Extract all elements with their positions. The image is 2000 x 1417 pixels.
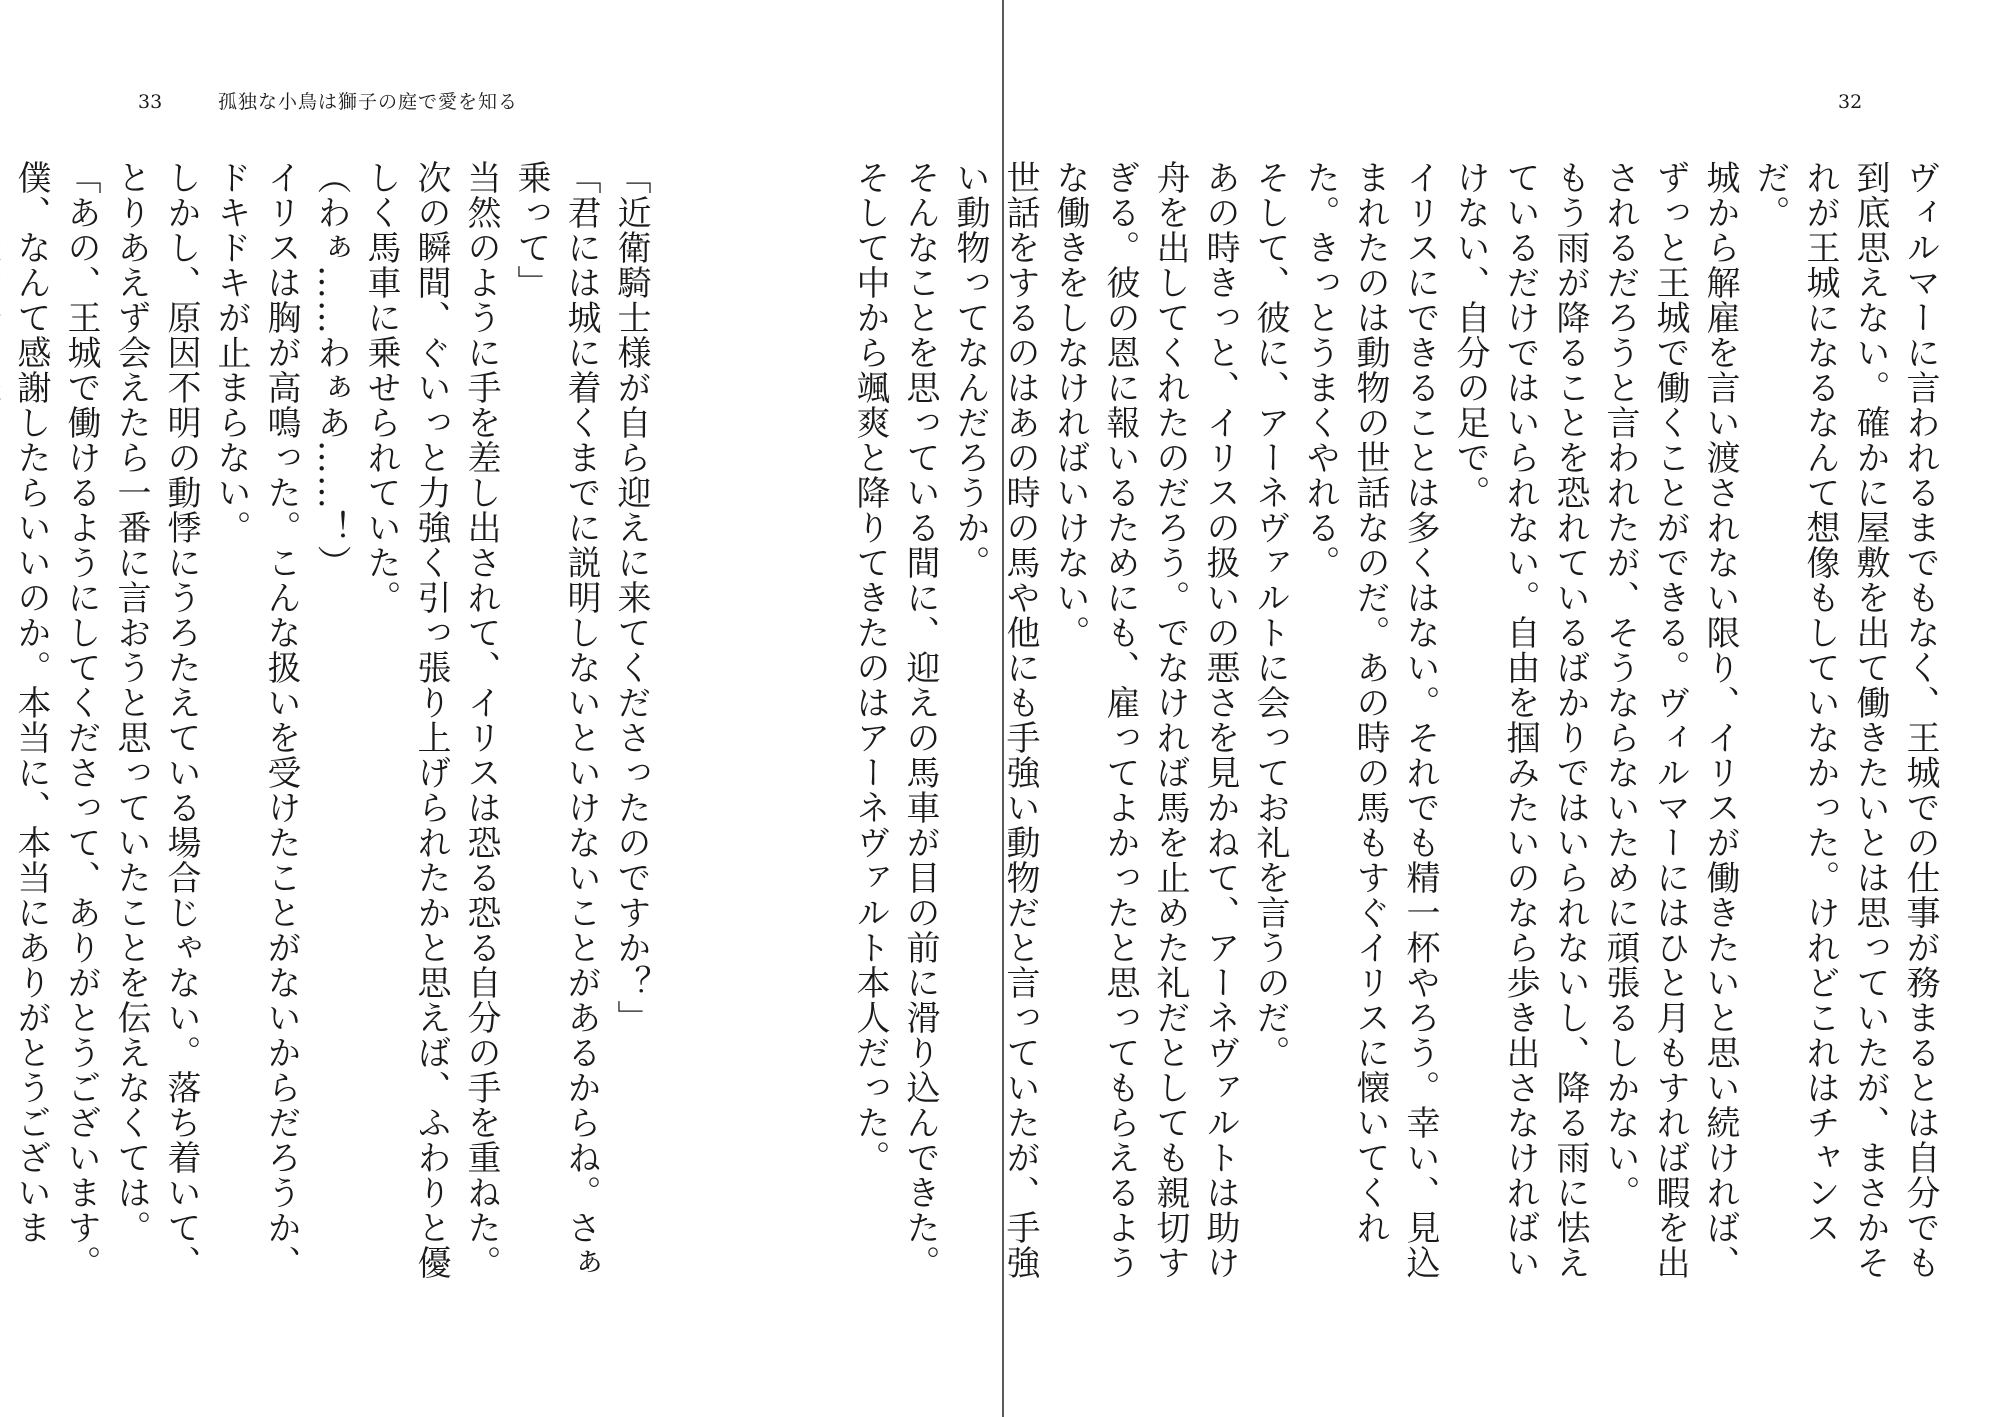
paragraph: 「近衛騎士様が自ら迎えに来てくださったのですか？」 [611,160,651,1035]
paragraph: （わぁ……わぁあ……！） [311,160,351,580]
paragraph: あの時きっと、イリスの扱いの悪さを見かねて、アーネヴァルトは助け舟を出してくれたのだろう。でなければ馬を止めた礼だとしても親切すぎる。彼の恩に報いるためにも、雇ってよかったと思ってもらえるような働きをしなければいけない。 [1050,160,1240,1280]
running-title: 孤独な小鳥は獅子の庭で愛を知る [218,91,519,113]
right-page [850,0,2000,1417]
paragraph: 当然のように手を差し出されて、イリスは恐る恐る自分の手を重ねた。次の瞬間、ぐいっと力強く引っ張り上げられたかと思えば、ふわりと優しく馬車に乗せられていた。 [361,160,501,1280]
paragraph: イリスにできることは多くはない。それでも精一杯やろう。幸い、見込まれたのは動物の世話なのだ。あの時の馬もすぐイリスに懐いてくれた。きっとうまくやれる。 [1300,160,1440,1280]
page-body [0,160,656,1310]
paragraph: そして、彼に、アーネヴァルトに会ってお礼を言うのだ。 [1250,160,1290,1070]
paragraph: そんなことを思っている間に、迎えの馬車が目の前に滑り込んできた。そして中から颯爽と降りてきたのはアーネヴァルト本人だった。 [850,160,940,1280]
paragraph: もう雨が降ることを恐れているばかりではいられないし、降る雨に怯えているだけではいられない。自由を掴みたいのなら歩き出さなければいけない、自分の足で。 [1450,160,1590,1280]
paragraph: 世話をするのはあの時の馬や他にも手強い動物だと言っていたが、手強い動物ってなんだろうか。 [950,160,1040,1280]
page-number: 32 [1838,91,1863,113]
paragraph: イリスは胸が高鳴った。こんな扱いを受けたことがないからだろうか、ドキドキが止まらない。 [211,160,301,1280]
paragraph: 「あの、王城で働けるようにしてくださって、ありがとうございます。僕、なんて感謝したらいいのか。本当に、本当にありがとうございま [11,160,101,1280]
paragraph: 「君には城に着くまでに説明しないといけないことがあるからね。さぁ乗って」 [511,160,601,1280]
paragraph: ヴィルマーに言われるまでもなく、王城での仕事が務まるとは自分でも到底思えない。確かに屋敷を出て働きたいとは思っていたが、まさかそれが王城になるなんて想像もしていなかった。けれどこれはチャンスだ。 [1750,160,1940,1280]
page-number: 33 [138,91,163,113]
paragraph: 城から解雇を言い渡されない限り、イリスが働きたいと思い続ければ、ずっと王城で働くことができる。ヴィルマーにはひと月もすれば暇を出されるだろうと言われたが、そうならないために頑張るしかない。 [1600,160,1740,1280]
page-body [845,160,1945,1310]
paragraph: しかし、原因不明の動悸にうろたえている場合じゃない。落ち着いて、とりあえず会えたら一番に言おうと思っていたことを伝えなくては。 [111,160,201,1280]
